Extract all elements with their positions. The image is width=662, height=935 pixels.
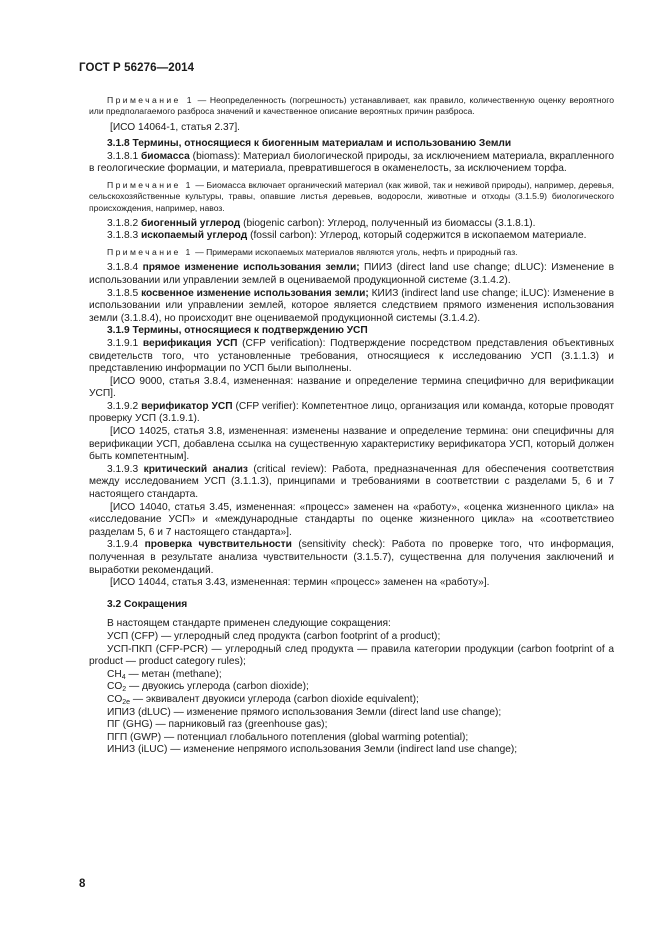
term-number: 3.1.9.1 (107, 337, 143, 349)
formula-subscript: 2 (122, 686, 127, 694)
abbreviation-item (89, 694, 614, 707)
section-heading-3-1-9: 3.1.9 Термины, относящиеся к подтверждению УСП (107, 325, 368, 337)
reference: [ИСО 9000, статья 3.8.4, измененная: название и определение термина специфично для верификации УСП]. (89, 375, 614, 400)
term-name: критический анализ (143, 463, 248, 475)
document-header: ГОСТ Р 56276—2014 (79, 62, 195, 74)
term-number: 3.1.8.2 (107, 217, 141, 229)
term-3-1-9-1 (89, 338, 614, 376)
note-label: Примечание 1 (107, 95, 194, 105)
note-text: — Неопределенность (погрешность) устанавливает, как правило, количественную оценку вероятного или предполагаемого разброса значений и качественное описание вероятных причин разброса. (89, 95, 614, 117)
term-number: 3.1.8.4 (107, 262, 143, 274)
term-definition: (CFP verifier): Компетентное лицо, организация или команда, которые проводят проверку УСП (3.1.9.1). (89, 400, 614, 425)
reference: [ИСО 14025, статья 3.8, измененная: изменены название и определение термина: они специфичны для верификации УСП, добавлена ссылка на существенную характеристику верификатора УСП, который должен быть компетентным]. (89, 426, 614, 463)
term-3-1-8-4 (89, 262, 614, 287)
abbreviation-text: — двуокись углерода (carbon dioxide); (126, 681, 309, 693)
term-definition: (critical review): Работа, предназначенная для обеспечения соответствия между исследованием УСП (3.1.1.3), принципами и требованиями в соответствии с разделами 5, 6 и 7 настоящего стандарта. (89, 463, 615, 501)
term-number: 3.1.8.1 (107, 150, 141, 162)
abbreviation-text: — метан (methane); (125, 668, 222, 680)
term-name: верификация УСП (142, 337, 238, 349)
term-3-1-8-3 (89, 230, 614, 243)
abbreviation-item: ИНИЗ (iLUC) — изменение непрямого использования Земли (indirect land use change); (107, 744, 518, 756)
note-fossil (89, 247, 614, 258)
formula-subscript: 4 (121, 673, 126, 681)
term-3-1-8-1 (89, 151, 614, 176)
term-definition: (CFP verification): Подтверждение посредством представления объективных свидетельств того, что установленные требования, относящиеся к исследованию УСП (3.1.1.3) и представлению информации по УСП были выполнены. (89, 337, 614, 375)
abbreviation-item: ПГП (GWP) — потенциал глобального потепления (global warming potential); (107, 731, 469, 743)
note-label: Примечание 1 (107, 179, 193, 190)
reference: [ИСО 14040, статья 3.45, измененная: «процесс» заменен на «работу», «оценка жизненного цикла» на «исследование УСП» и «международные стандарты по оценке жизненного цикла» на «соответствиео разделам 5, 6 и 7 настоящего стандарта»]. (89, 501, 614, 538)
section-heading-3-2: 3.2 Сокращения (107, 598, 188, 610)
abbreviation-item (89, 681, 614, 694)
reference: [ИСО 14044, статья 3.43, измененная: термин «процесс» заменен на «работу»]. (110, 577, 490, 589)
formula-subscript: 2e (122, 698, 131, 706)
formula: CH (107, 668, 122, 680)
term-number: 3.1.9.3 (107, 463, 144, 475)
term-name: прямое изменение использования земли; (142, 262, 360, 274)
term-number: 3.1.8.3 (107, 230, 141, 242)
note-label: Примечание 1 (107, 247, 193, 258)
formula: CO (107, 693, 123, 705)
abbreviation-item: УСП (CFP) — углеродный след продукта (carbon footprint of a product); (107, 630, 441, 642)
abbreviations-list (89, 618, 614, 757)
term-definition: (biomass): Материал биологической природы, за исключением материала, вкрапленного в геологические формации, и материала, превратившегося в окаменелость, за исключением торфа. (89, 150, 614, 175)
abbreviation-item (89, 669, 614, 682)
page-number: 8 (79, 878, 86, 890)
note-uncertainty (89, 95, 614, 118)
note-text: — Биомасса включает органический материал (как живой, так и неживой природы), например, деревья, сельскохозяйственные культуры, травы, опавшие листья деревьев, водоросли, животные и отходы (3.1.5.9) биологического происхождения, например, навоз. (89, 179, 614, 213)
abbreviation-item: ПГ (GHG) — парниковый газ (greenhouse gas); (107, 719, 328, 731)
term-name: биогенный углерод (141, 217, 241, 229)
abbreviation-item: ИПИЗ (dLUC) — изменение прямого использования Земли (direct land use change); (107, 706, 502, 718)
term-definition: (sensitivity check): Работа по проверке того, что информация, полученная в результате анализа чувствительности (3.1.5.7), существенна для получения заключений и выработки рекомендаций. (89, 539, 614, 576)
note-biomass (89, 180, 614, 214)
term-definition: (biogenic carbon): Углерод, полученный из биомассы (3.1.8.1). (240, 217, 536, 229)
term-definition: (fossil carbon): Углерод, который содержится в ископаемом материале. (247, 230, 587, 242)
reference: [ИСО 14064-1, статья 2.37]. (110, 121, 240, 133)
term-number: 3.1.8.5 (107, 287, 142, 299)
term-3-1-9-4 (89, 539, 614, 577)
term-number: 3.1.9.4 (107, 539, 145, 551)
term-number: 3.1.9.2 (107, 400, 142, 412)
term-name: верификатор УСП (141, 400, 233, 412)
term-definition: ПИИЗ (direct land use change; dLUC): Изменение в использовании или управлении землей в оцениваемой продукционной системе (3.1.4.2). (89, 262, 614, 286)
term-definition: КИИЗ (indirect land use change; iLUC): Изменение в использовании или управлении землей, которое является следствием прямого изменения использования земли (3.1.8.4), но происходит вне оцениваемой продукционной системы (3.1.4.2). (89, 287, 614, 324)
term-name: ископаемый углерод (141, 230, 248, 242)
term-3-1-8-5 (89, 288, 614, 326)
abbreviation-text: — эквивалент двуокиси углерода (carbon dioxide equivalent); (130, 693, 419, 705)
term-3-1-9-2 (89, 401, 614, 426)
abbreviation-item: УСП-ПКП (CFP-PCR) — углеродный след продукта — правила категории продукции (carbon footprint of a product — product category rules); (89, 643, 614, 668)
document-body (89, 92, 614, 757)
term-name: косвенное изменение использования земли; (141, 287, 369, 299)
formula: CO (107, 681, 123, 693)
term-name: биомасса (141, 150, 190, 162)
abbreviations-intro: В настоящем стандарте применен следующие сокращения: (107, 618, 391, 630)
term-3-1-9-3 (89, 464, 614, 502)
term-name: проверка чувствительности (144, 539, 292, 551)
term-3-1-8-2 (89, 218, 614, 231)
section-heading-3-1-8: 3.1.8 Термины, относящиеся к биогенным материалам и использованию Земли (107, 138, 512, 150)
note-text: — Примерами ископаемых материалов являются уголь, нефть и природный газ. (192, 247, 518, 258)
